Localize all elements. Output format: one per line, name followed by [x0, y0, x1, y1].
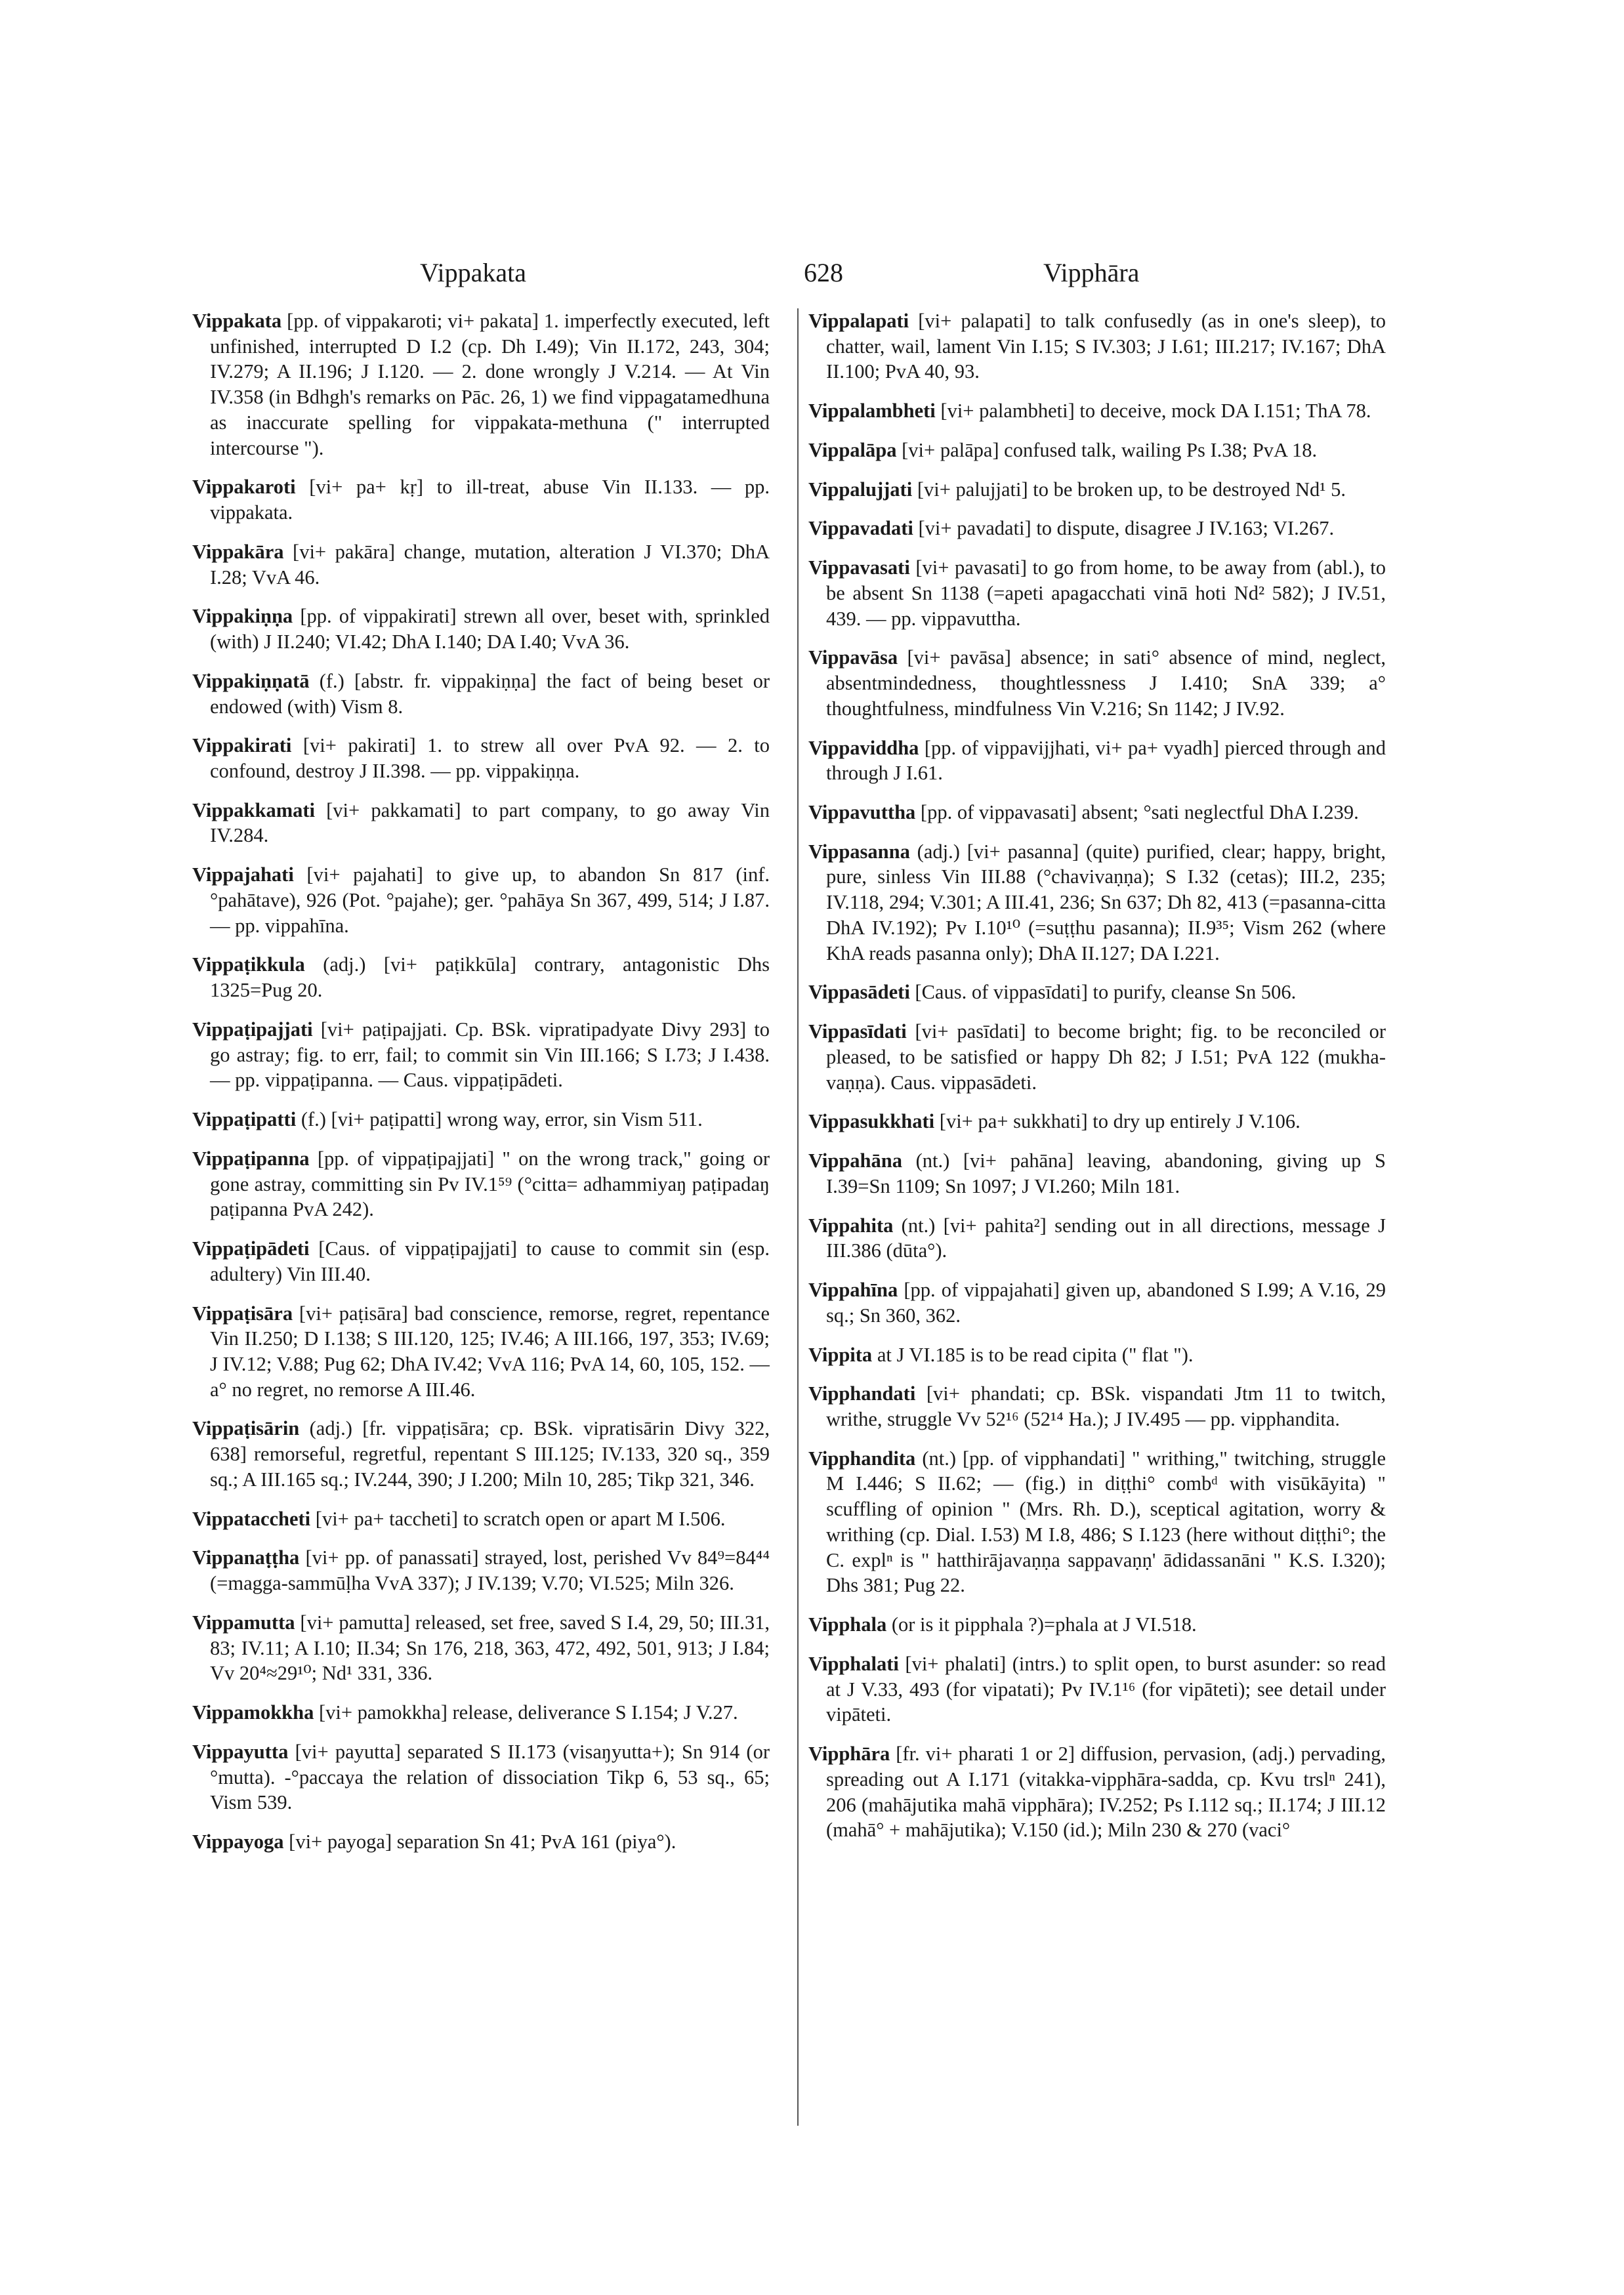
entry-definition: (adj.) [fr. vippaṭisāra; cp. BSk. vipratisārin Divy 322, 638] remorseful, regretful, repentant S III.125; IV.133, 320 sq., 359 sq.; A III.165 sq.; IV.244, 390; J I.200; Miln 10, 285; Tikp 321, 346.: [210, 1417, 770, 1491]
entry-definition: [vi+ palujjati] to be broken up, to be destroyed Nd¹ 5.: [912, 478, 1346, 501]
dictionary-entry: [808, 1019, 1386, 1095]
entry-headword: Vippaṭisārin: [192, 1417, 300, 1440]
entry-headword: Vippasanna: [808, 840, 910, 863]
entry-headword: Vippaviddha: [808, 736, 919, 759]
entry-headword: Vippaṭipādeti: [192, 1237, 310, 1260]
entry-headword: Vippajahati: [192, 863, 294, 886]
header-left-word: Vippakata: [420, 258, 526, 287]
entry-headword: Vippakkamati: [192, 798, 316, 821]
dictionary-entry: [808, 1109, 1386, 1134]
dictionary-entry: [192, 474, 770, 525]
dictionary-entry: [192, 1416, 770, 1492]
entry-headword: Vippamokkha: [192, 1701, 314, 1724]
page-number: 628: [804, 258, 843, 287]
entry-headword: Vippakata: [192, 310, 282, 332]
dictionary-entry: [808, 1741, 1386, 1843]
entry-headword: Vippakāra: [192, 540, 284, 563]
dictionary-entry: [192, 1146, 770, 1222]
dictionary-entry: [192, 539, 770, 590]
dictionary-entry: [192, 733, 770, 783]
entry-headword: Vippataccheti: [192, 1507, 311, 1530]
entry-definition: (nt.) [vi+ pahāna] leaving, abandoning, giving up S I.39=Sn 1109; Sn 1097; J VI.260; Miln 181.: [826, 1149, 1386, 1197]
header-right-word: Vipphāra: [1043, 258, 1140, 287]
dictionary-entry: [808, 555, 1386, 631]
dictionary-entry: [192, 1545, 770, 1596]
entry-headword: Vipphalati: [808, 1652, 899, 1675]
dictionary-entry: [192, 604, 770, 654]
entry-definition: [vi+ pavasati] to go from home, to be away from (abl.), to be absent Sn 1138 (=apeti apagacchati vinā hoti Nd² 582); J IV.51, 439. — pp. vippavuttha.: [826, 556, 1386, 630]
dictionary-entry: [808, 1277, 1386, 1328]
entry-headword: Vippaṭipanna: [192, 1147, 310, 1170]
dictionary-entry: [808, 980, 1386, 1005]
entry-definition: [pp. of vippakirati] strewn all over, beset with, sprinkled (with) J II.240; VI.42; DhA I.140; DA I.40; VvA 36.: [210, 605, 770, 653]
entry-headword: Vippamutta: [192, 1611, 295, 1634]
entry-definition: [vi+ palāpa] confused talk, wailing Ps I.38; PvA 18.: [896, 438, 1318, 461]
entry-definition: [vi+ pamutta] released, set free, saved S I.4, 29, 50; III.31, 83; IV.11; A I.10; II.34; Sn 176, 218, 363, 472, 492, 501, 913; J I.84; Vv 20⁴≈29¹⁰; Nd¹ 331, 336.: [210, 1611, 770, 1685]
entry-headword: Vippasīdati: [808, 1020, 907, 1043]
entry-headword: Vippayoga: [192, 1830, 284, 1853]
entry-headword: Vippakaroti: [192, 476, 296, 499]
dictionary-entry: [192, 1506, 770, 1532]
entry-headword: Vippaṭipajjati: [192, 1018, 313, 1041]
entry-headword: Vippaṭikkula: [192, 953, 305, 976]
entry-headword: Vippalapati: [808, 310, 909, 332]
entry-definition: [vi+ phandati; cp. BSk. vispandati Jtm 11 to twitch, writhe, struggle Vv 52¹⁶ (52¹⁴ Ha.); J IV.495 — pp. vipphandita.: [826, 1382, 1386, 1430]
entry-headword: Vippavadati: [808, 517, 913, 540]
entry-definition: [pp. of vippavasati] absent; °sati neglectful DhA I.239.: [915, 801, 1359, 824]
dictionary-entry: [192, 798, 770, 848]
dictionary-entry: [808, 1446, 1386, 1598]
entry-headword: Vippalambheti: [808, 400, 936, 423]
dictionary-entry: [192, 1610, 770, 1686]
entry-definition: [vi+ payoga] separation Sn 41; PvA 161 (piya°).: [283, 1830, 677, 1853]
entry-headword: Vippanaṭṭha: [192, 1546, 300, 1569]
entry-definition: [pp. of vippajahati] given up, abandoned S I.99; A V.16, 29 sq.; Sn 360, 362.: [826, 1279, 1386, 1327]
entry-headword: Vippakiṇṇatā: [192, 669, 310, 692]
dictionary-entry: [808, 1651, 1386, 1727]
dictionary-entry: [808, 438, 1386, 463]
entry-definition: [vi+ pasīdati] to become bright; fig. to be reconciled or pleased, to be satisfied or happy Dh 82; J I.51; PvA 122 (mukha-vaṇṇa). Caus. vippasādeti.: [826, 1020, 1386, 1094]
entry-definition: [Caus. of vippaṭipajjati] to cause to commit sin (esp. adultery) Vin III.40.: [210, 1237, 770, 1285]
dictionary-entry: [808, 308, 1386, 384]
entry-headword: Vippahāna: [808, 1149, 902, 1172]
entry-definition: [vi+ palapati] to talk confusedly (as in one's sleep), to chatter, wail, lament Vin I.15; S IV.303; J I.61; III.217; IV.167; DhA II.100; PvA 40, 93.: [826, 310, 1386, 383]
entry-definition: [vi+ phalati] (intrs.) to split open, to burst asunder: so read at J V.33, 493 (for vipatati); Pv IV.1¹⁶ (for vipāteti); see detail under vipāteti.: [826, 1652, 1386, 1726]
entry-definition: [vi+ paṭipajjati. Cp. BSk. vipratipadyate Divy 293] to go astray; fig. to err, fail; to commit sin Vin III.166; S I.73; J I.438. — pp. vippaṭipanna. — Caus. vippaṭipādeti.: [210, 1018, 770, 1092]
dictionary-entry: [808, 645, 1386, 721]
entry-headword: Vippavāsa: [808, 646, 898, 669]
dictionary-entry: [192, 952, 770, 1003]
dictionary-entry: [808, 839, 1386, 966]
entry-headword: Vipphāra: [808, 1743, 890, 1766]
entry-headword: Vippayutta: [192, 1740, 289, 1763]
entry-definition: (nt.) [pp. of vipphandati] " writhing," twitching, struggle M I.446; S II.62; — (fig.) in diṭṭhi° combᵈ with visūkāyita) " scuffling of opinion " (Mrs. Rh. D.), sceptical agitation, worry & writhing (cp. Dial. I.53) M I.8, 486; S I.123 (here without diṭṭhi°; the C. explⁿ is " hatthirājavaṇṇa sappavaṇṇ' ādidassanāni " K.S. I.320); Dhs 381; Pug 22.: [826, 1447, 1386, 1597]
entry-headword: Vippahita: [808, 1214, 894, 1237]
entry-definition: (f.) [abstr. fr. vippakiṇṇa] the fact of being beset or endowed (with) Vism 8.: [210, 669, 770, 718]
entry-headword: Vippakiṇṇa: [192, 605, 293, 628]
entry-definition: [fr. vi+ pharati 1 or 2] diffusion, pervasion, (adj.) pervading, spreading out A I.171 (vitakka-vipphāra-sadda, cp. Kvu trslⁿ 241), 206 (mahājutika mahā vipphāra); IV.252; Ps I.112 sq.; II.174; J III.12 (mahā° + mahājutika); V.150 (id.); Miln 230 & 270 (vaci°: [826, 1743, 1386, 1842]
dictionary-entry: [192, 1829, 770, 1855]
entry-definition: at J VI.185 is to be read cipita (" flat ").: [872, 1343, 1194, 1366]
entry-headword: Vippaṭisāra: [192, 1302, 293, 1325]
entry-headword: Vippaṭipatti: [192, 1108, 297, 1131]
entry-definition: [vi+ payutta] separated S II.173 (visaŋyutta+); Sn 914 (or °mutta). -°paccaya the relation of dissociation Tikp 6, 53 sq., 65; Vism 539.: [210, 1740, 770, 1814]
entry-definition: [pp. of vippaṭipajjati] " on the wrong track," going or gone astray, committing sin Pv IV.1⁵⁹ (°citta= adhammiyaŋ paṭipadaŋ paṭipanna PvA 242).: [210, 1147, 770, 1221]
entry-definition: (f.) [vi+ paṭipatti] wrong way, error, sin Vism 511.: [296, 1108, 703, 1131]
dictionary-entry: [808, 398, 1386, 424]
entry-headword: Vippavasati: [808, 556, 910, 579]
column-divider: [797, 308, 799, 2126]
entry-definition: [vi+ pakkamati] to part company, to go away Vin IV.284.: [210, 798, 770, 847]
entry-definition: [vi+ pa+ kṛ] to ill-treat, abuse Vin II.133. — pp. vippakata.: [210, 476, 770, 524]
entry-definition: [vi+ pa+ sukkhati] to dry up entirely J V.106.: [934, 1110, 1301, 1133]
dictionary-entry: [192, 1107, 770, 1132]
dictionary-entry: [808, 1612, 1386, 1638]
dictionary-entry: [808, 516, 1386, 541]
dictionary-entry: [192, 1017, 770, 1093]
dictionary-entry: [192, 1236, 770, 1287]
entry-definition: [vi+ pp. of panassati] strayed, lost, perished Vv 84⁹=84⁴⁴ (=magga-sammūḷha VvA 337); J IV.139; V.70; VI.525; Miln 326.: [210, 1546, 770, 1595]
entry-headword: Vippasādeti: [808, 981, 910, 1004]
entry-definition: [vi+ pamokkha] release, deliverance S I.154; J V.27.: [314, 1701, 738, 1724]
dictionary-entry: [808, 1148, 1386, 1199]
dictionary-entry: [808, 735, 1386, 786]
entry-definition: [vi+ pakirati] 1. to strew all over PvA 92. — 2. to confound, destroy J II.398. — pp. vippakiṇṇa.: [210, 734, 770, 783]
dictionary-entry: [192, 669, 770, 719]
entry-definition: (or is it pipphala ?)=phala at J VI.518.: [886, 1613, 1197, 1636]
entry-definition: (adj.) [vi+ paṭikkūla] contrary, antagonistic Dhs 1325=Pug 20.: [210, 953, 770, 1002]
entry-definition: [vi+ palambheti] to deceive, mock DA I.151; ThA 78.: [935, 400, 1371, 423]
dictionary-entry: [808, 1213, 1386, 1264]
entry-definition: [vi+ pakāra] change, mutation, alteration J VI.370; DhA I.28; VvA 46.: [210, 540, 770, 589]
page-header: [0, 257, 1624, 297]
entry-definition: [vi+ pavadati] to dispute, disagree J IV.163; VI.267.: [913, 517, 1335, 540]
entry-headword: Vippakirati: [192, 734, 292, 757]
entry-definition: [vi+ pavāsa] absence; in sati° absence of mind, neglect, absentmindedness, thoughtlessness J I.410; SnA 339; a° thoughtfulness, mindfulness Vin V.216; Sn 1142; J IV.92.: [826, 646, 1386, 720]
entry-definition: (nt.) [vi+ pahita²] sending out in all directions, message J III.386 (dūta°).: [826, 1214, 1386, 1262]
entry-definition: [Caus. of vippasīdati] to purify, cleanse Sn 506.: [909, 981, 1297, 1004]
entry-definition: [vi+ paṭisāra] bad conscience, remorse, regret, repentance Vin II.250; D I.138; S III.120, 125; IV.46; A III.166, 197, 353; IV.69; J IV.12; V.88; Pug 62; DhA IV.42; VvA 116; PvA 14, 60, 105, 152. — a° no regret, no remorse A III.46.: [210, 1302, 770, 1401]
entry-headword: Vippalujjati: [808, 478, 913, 501]
dictionary-entry: [808, 1342, 1386, 1368]
entry-headword: Vipphandati: [808, 1382, 916, 1405]
entry-headword: Vippahīna: [808, 1279, 898, 1302]
entry-definition: [pp. of vippakaroti; vi+ pakata] 1. imperfectly executed, left unfinished, interrupted D I.2 (cp. Dh I.49); Vin II.172, 243, 304; IV.279; A II.196; J I.120. — 2. done wrongly J V.214. — At Vin IV.358 (in Bdhgh's remarks on Pāc. 26, 1) we find vippagatamedhuna as inaccurate spelling for vippakata-methuna (" interrupted intercourse ").: [210, 310, 770, 459]
entry-headword: Vipphala: [808, 1613, 887, 1636]
entry-definition: (adj.) [vi+ pasanna] (quite) purified, clear; happy, bright, pure, sinless Vin III.88 (°chavivaṇṇa); S I.32 (cetas); III.2, 235; IV.118, 294; V.301; A III.41, 236; Sn 637; Dh 82, 413 (=pasanna-citta DhA IV.192); Pv I.10¹⁰ (=suṭṭhu pasanna); II.9³⁵; Vism 262 (where KhA reads pasanna only); DhA II.127; DA I.221.: [826, 840, 1386, 964]
dictionary-entry: [192, 1739, 770, 1815]
left-column: [192, 308, 770, 2159]
entry-headword: Vipphandita: [808, 1447, 916, 1470]
dictionary-entry: [192, 1700, 770, 1726]
entry-headword: Vippalāpa: [808, 438, 897, 461]
dictionary-entry: [192, 308, 770, 461]
dictionary-entry: [808, 477, 1386, 503]
dictionary-entry: [808, 800, 1386, 825]
dictionary-entry: [192, 1301, 770, 1403]
right-column: [808, 308, 1386, 2159]
entry-headword: Vippita: [808, 1343, 873, 1366]
dictionary-entry: [192, 862, 770, 938]
entry-headword: Vippavuttha: [808, 801, 916, 824]
entry-definition: [vi+ pajahati] to give up, to abandon Sn 817 (inf. °pahātave), 926 (Pot. °pajahe); ger. °pahāya Sn 367, 499, 514; J I.87. — pp. vippahīna.: [210, 863, 770, 937]
entry-definition: [vi+ pa+ taccheti] to scratch open or apart M I.506.: [310, 1507, 726, 1530]
dictionary-entry: [808, 1381, 1386, 1432]
entry-headword: Vippasukkhati: [808, 1110, 935, 1133]
entry-definition: [pp. of vippavijjhati, vi+ pa+ vyadh] pierced through and through J I.61.: [826, 736, 1386, 785]
